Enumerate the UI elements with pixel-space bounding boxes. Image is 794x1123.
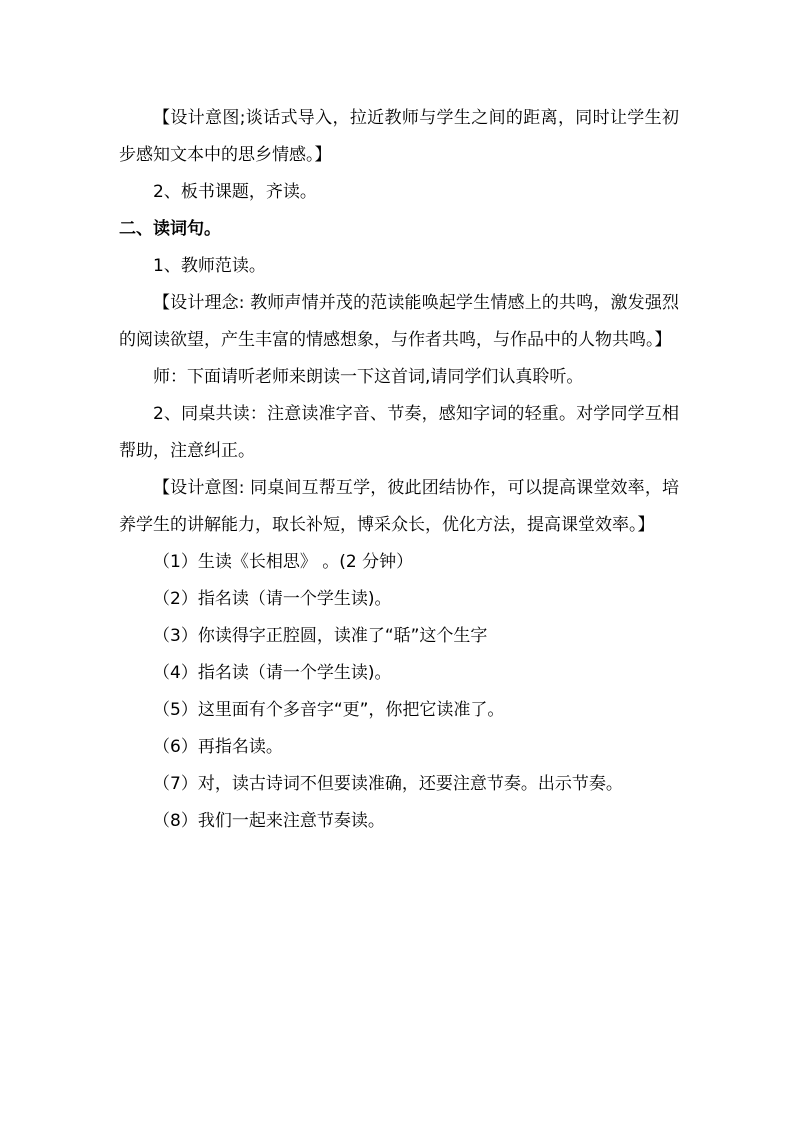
list-item-8: （8）我们一起来注意节奏读。	[153, 811, 385, 831]
design-intent-paragraph-2: 【设计意图: 同桌间互帮互学，彼此团结协作，可以提高课堂效率，培养学生的讲解能力，取长补短，博采众长，优化方法，提高课堂效率。】	[119, 478, 679, 535]
list-item-3: （3）你读得字正腔圆，读准了“聒”这个生字	[153, 626, 488, 646]
section-heading-read-words: 二、读词句。	[119, 219, 221, 239]
list-item-1: （1）生读《长相思》 。(2 分钟）	[153, 552, 414, 572]
list-item-7: （7）对，读古诗词不但要读准确，还要注意节奏。出示节奏。	[153, 774, 623, 794]
design-concept-paragraph: 【设计理念: 教师声情并茂的范读能唤起学生情感上的共鸣，激发强烈的阅读欲望，产生丰富的情感想象，与作者共鸣，与作品中的人物共鸣。】	[119, 293, 679, 350]
step-teacher-reading: 1、教师范读。	[153, 256, 266, 276]
list-item-2: （2）指名读（请一个学生读)。	[153, 589, 392, 609]
document-body	[119, 100, 679, 840]
step-desk-mates-reading: 2、同桌共读：注意读准字音、节奏，感知字词的轻重。对学同学互相帮助，注意纠正。	[119, 404, 679, 461]
step-board-title: 2、板书课题，齐读。	[153, 182, 317, 202]
design-intent-paragraph: 【设计意图;谈话式导入，拉近教师与学生之间的距离，同时让学生初步感知文本中的思乡情感。】	[119, 108, 679, 165]
list-item-5: （5）这里面有个多音字“更”，你把它读准了。	[153, 700, 505, 720]
teacher-speech-paragraph: 师：下面请听老师来朗读一下这首词,请同学们认真聆听。	[153, 367, 584, 387]
list-item-4: （4）指名读（请一个学生读)。	[153, 663, 392, 683]
list-item-6: （6）再指名读。	[153, 737, 283, 757]
